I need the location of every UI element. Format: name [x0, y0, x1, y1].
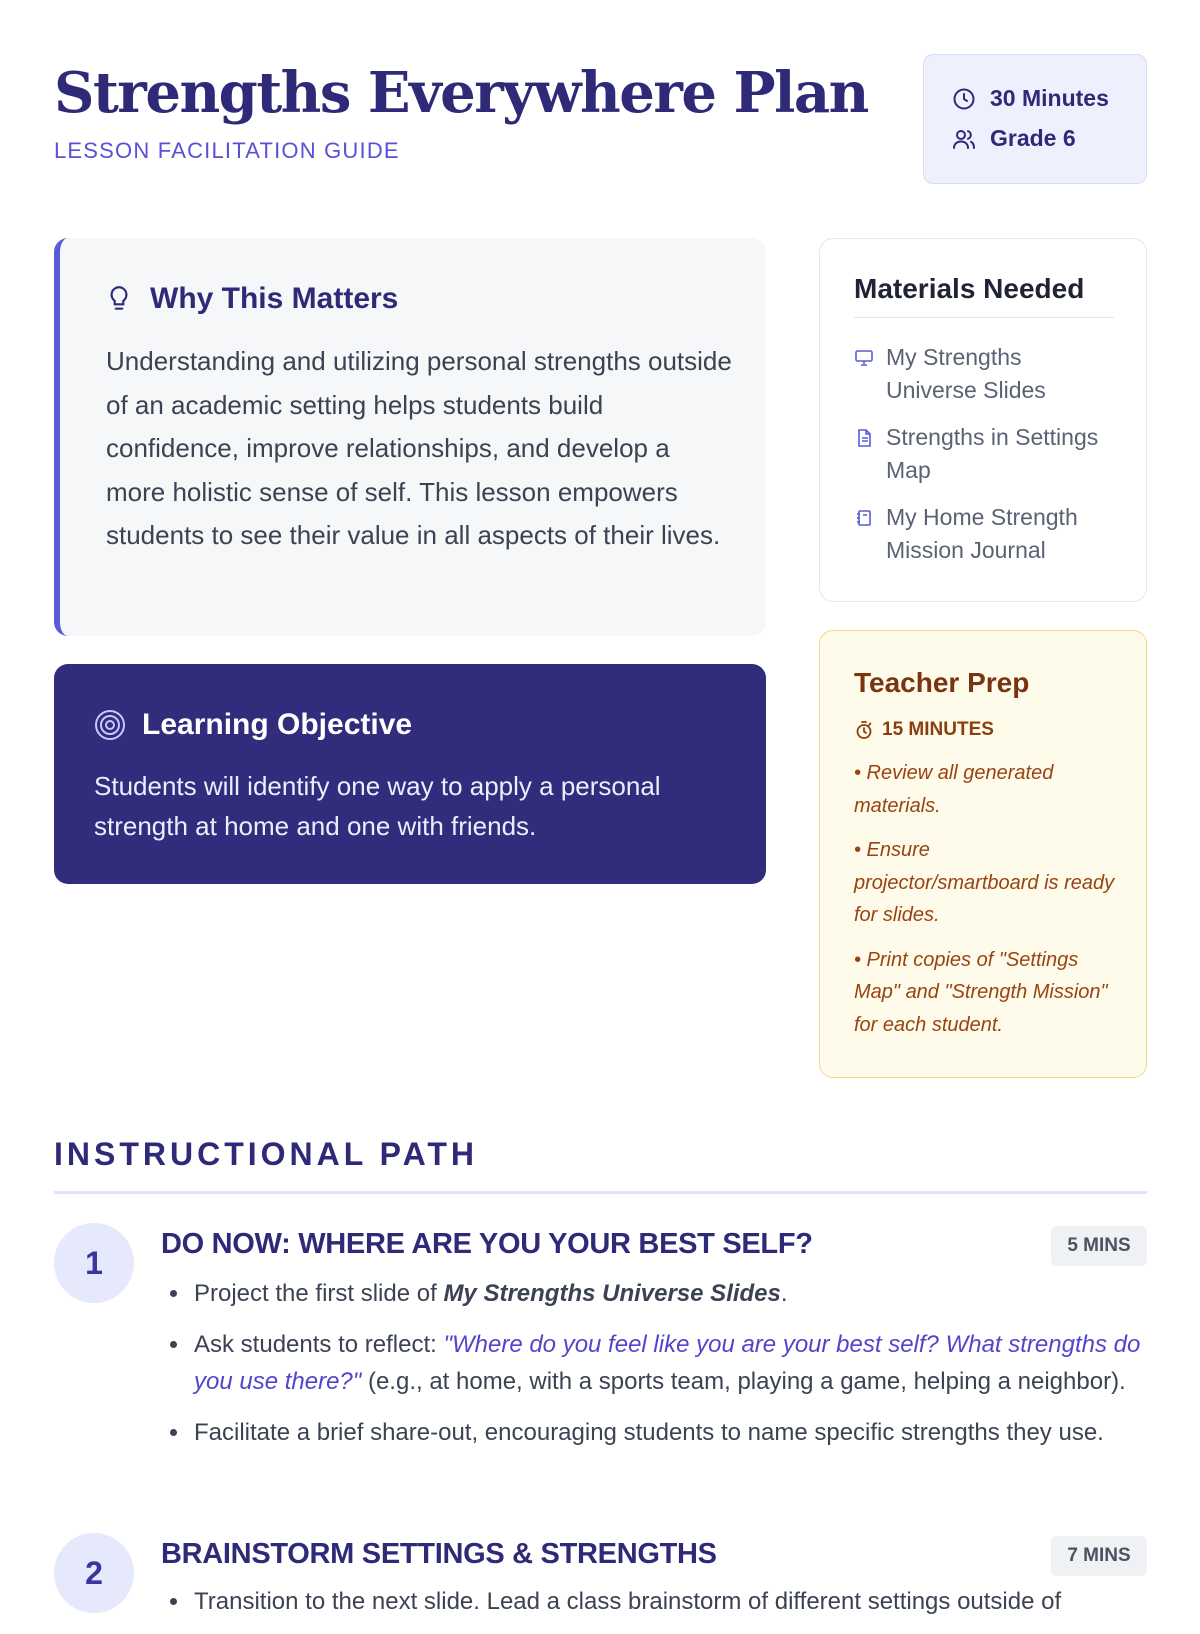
step-bullet [194, 1275, 1149, 1312]
prep-item: • Ensure projector/smartboard is ready for slides. [854, 839, 1115, 926]
step-bullet-list [194, 1583, 1149, 1634]
why-body: Understanding and utilizing personal strengths outside of an academic setting helps students build confidence, improve relationships, and develop a more holistic sense of self. This lesson empowers students to see their value in all aspects of their lives. [106, 346, 732, 550]
prep-item: • Print copies of "Settings Map" and "Strength Mission" for each student. [854, 948, 1108, 1036]
objective-header [94, 708, 412, 742]
page-title: Strengths Everywhere Plan [54, 60, 868, 126]
users-icon [952, 127, 976, 151]
grade-label: Grade 6 [990, 125, 1076, 151]
material-item[interactable] [854, 341, 1104, 407]
objective-title: Learning Objective [142, 708, 413, 741]
prep-item: • Review all generated materials. [854, 762, 1054, 817]
why-this-matters-card [54, 238, 766, 636]
materials-card [819, 238, 1147, 602]
step-bullet [194, 1326, 1149, 1400]
lesson-meta-box [923, 54, 1147, 184]
bullet-emphasis: My Strengths Universe Slides [443, 1280, 781, 1307]
why-title: Why This Matters [150, 282, 399, 315]
grade-row [952, 125, 1076, 152]
step-bullet-list [194, 1275, 1149, 1465]
step-title: DO NOW: WHERE ARE YOU YOUR BEST SELF? [161, 1228, 813, 1260]
material-label: My Home Strength Mission Journal [886, 504, 1078, 563]
page-subtitle: LESSON FACILITATION GUIDE [54, 138, 400, 163]
stopwatch-icon [854, 720, 874, 740]
learning-objective-card [54, 664, 766, 884]
lightbulb-icon [106, 284, 132, 314]
step-duration-badge: 7 MINS [1051, 1536, 1147, 1576]
prep-title: Teacher Prep [854, 667, 1030, 698]
prep-time [854, 719, 994, 741]
step-bullet: Facilitate a brief share-out, encouraging students to name specific strengths they use. [194, 1414, 1149, 1451]
step-bullet: Transition to the next slide. Lead a class brainstorm of different settings outside of [194, 1583, 1149, 1620]
material-item[interactable] [854, 421, 1104, 487]
bullet-quote: "Where do you feel like you are your best self? What strengths do you use there?" [194, 1331, 1141, 1395]
step-number: 2 [54, 1533, 134, 1613]
document-icon [854, 428, 874, 448]
material-label: My Strengths Universe Slides [886, 344, 1046, 403]
bullet-text: Ask students to reflect: [194, 1331, 444, 1358]
step-duration-badge: 5 MINS [1051, 1226, 1147, 1266]
objective-body: Students will identify one way to apply a personal strength at home and one with friends. [94, 771, 661, 841]
bullet-text: . [780, 1280, 788, 1307]
step-title: BRAINSTORM SETTINGS & STRENGTHS [161, 1538, 717, 1570]
duration-label: 30 Minutes [990, 85, 1109, 111]
material-label: Strengths in Settings Map [886, 424, 1099, 483]
step-number: 1 [54, 1223, 134, 1303]
journal-icon [854, 508, 874, 528]
presentation-icon [854, 348, 874, 368]
section-title: INSTRUCTIONAL PATH [54, 1136, 478, 1172]
material-item[interactable] [854, 501, 1114, 567]
bullet-text: (e.g., at home, with a sports team, playing a game, helping a neighbor). [361, 1368, 1126, 1395]
why-header [106, 282, 398, 316]
duration-row [952, 85, 1109, 112]
clock-icon [952, 87, 976, 111]
section-divider [54, 1191, 1147, 1194]
bullet-text: Project the first slide of [194, 1280, 444, 1307]
materials-title: Materials Needed [854, 273, 1114, 318]
prep-time-label: 15 MINUTES [882, 719, 994, 740]
teacher-prep-card [819, 630, 1147, 1078]
prep-list [854, 757, 1116, 1053]
target-icon [94, 709, 126, 741]
